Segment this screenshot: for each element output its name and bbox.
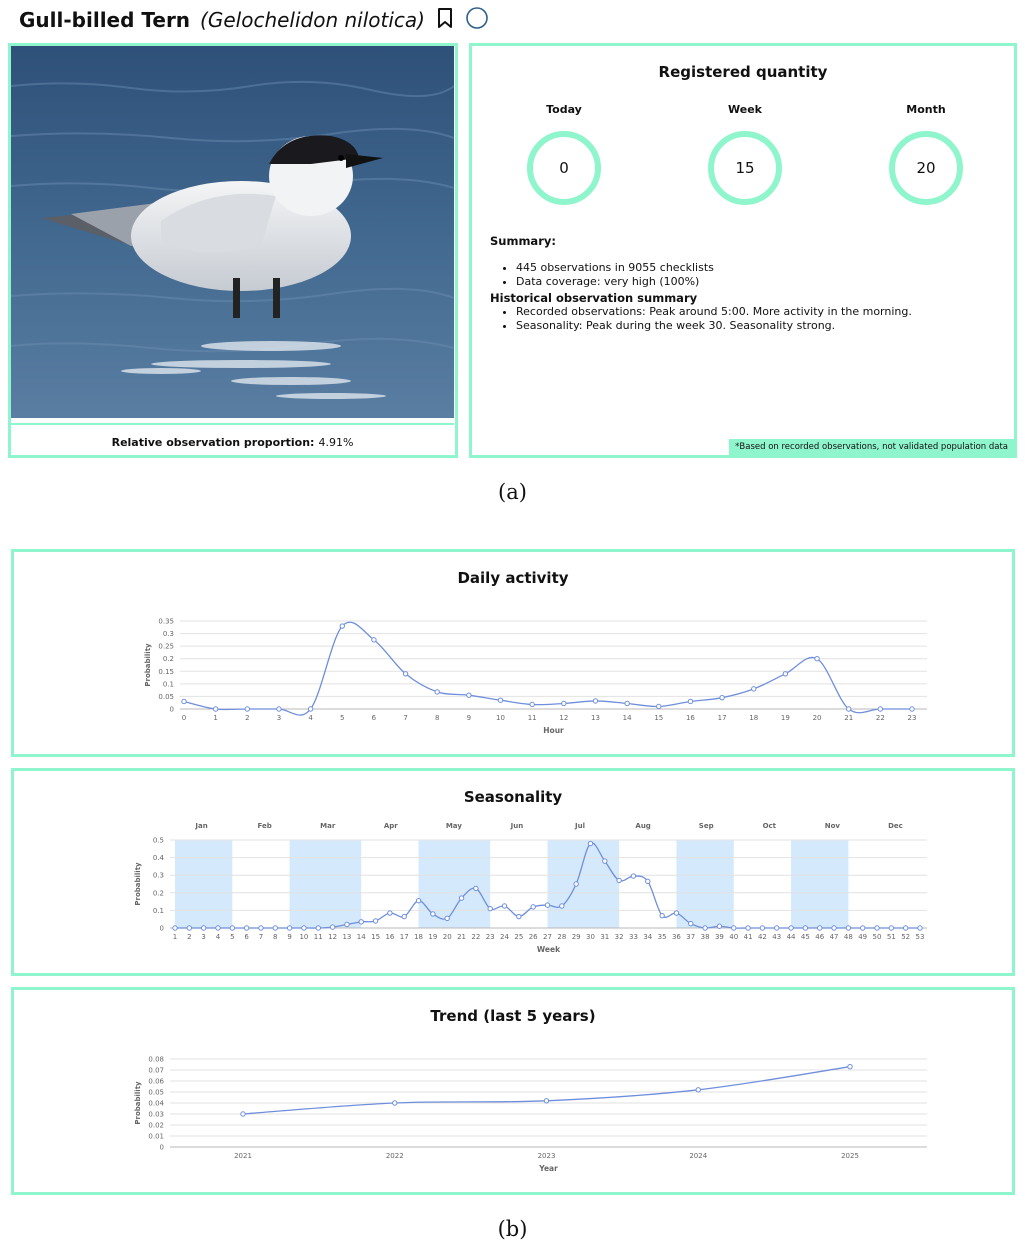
data-point (562, 701, 566, 705)
x-tick-label: 4 (215, 933, 221, 941)
species-header (19, 4, 489, 36)
seasonality-title: Seasonality (463, 788, 563, 806)
common-name: Gull-billed Tern (19, 8, 191, 32)
x-tick-label: 16 (685, 714, 695, 722)
x-tick-label: 51 (886, 933, 896, 941)
trend-chart (14, 990, 1012, 1192)
data-point (502, 904, 506, 908)
x-tick-label: 12 (328, 933, 338, 941)
x-tick-label: 2025 (841, 1152, 859, 1160)
x-tick-label: 8 (273, 933, 278, 941)
x-tick-label: 49 (858, 933, 868, 941)
x-tick-label: 10 (496, 714, 505, 722)
y-tick-label: 0.2 (162, 655, 174, 664)
proportion-value: 4.91% (318, 435, 354, 449)
data-point (646, 879, 650, 883)
x-tick-label: 37 (686, 933, 696, 941)
x-tick-label: 42 (757, 933, 767, 941)
data-point (340, 624, 344, 628)
x-tick-label: 1 (213, 714, 218, 722)
x-tick-label: 48 (843, 933, 853, 941)
series-line (243, 1067, 850, 1114)
x-tick-label: 10 (299, 933, 309, 941)
data-point (173, 926, 177, 930)
proportion-label: Relative observation proportion: (111, 435, 315, 449)
week-label: Week (728, 103, 762, 116)
x-tick-label: 19 (780, 714, 790, 722)
data-point (545, 903, 549, 907)
data-point (625, 701, 629, 705)
month-label: Mar (320, 822, 336, 830)
x-axis-label: Hour (543, 726, 564, 735)
historical-heading: Historical observation summary (490, 291, 698, 305)
bird-photo (11, 46, 454, 418)
series-line (184, 622, 912, 715)
x-tick-label: 15 (654, 714, 664, 722)
data-point (230, 926, 234, 930)
x-tick-label: 25 (514, 933, 524, 941)
data-point (689, 921, 693, 925)
x-tick-label: 2 (245, 714, 250, 722)
data-point (498, 698, 502, 702)
x-tick-label: 13 (591, 714, 600, 722)
x-tick-label: 28 (557, 933, 567, 941)
x-tick-label: 31 (600, 933, 610, 941)
x-tick-label: 40 (729, 933, 739, 941)
x-tick-label: 29 (571, 933, 581, 941)
y-tick-label: 0.15 (158, 667, 174, 676)
x-tick-label: 41 (743, 933, 753, 941)
historical-item: • Recorded observations: Peak around 5:00. More activity in the morning. (516, 305, 1010, 319)
data-point (435, 690, 439, 694)
x-tick-label: 11 (527, 714, 537, 722)
x-tick-label: 19 (428, 933, 438, 941)
x-tick-label: 15 (371, 933, 381, 941)
x-tick-label: 2022 (385, 1152, 404, 1160)
x-axis-label: Year (539, 1164, 558, 1173)
month-ring (889, 131, 963, 205)
x-tick-label: 20 (442, 933, 452, 941)
x-tick-label: 6 (371, 714, 377, 722)
x-tick-label: 5 (340, 714, 345, 722)
y-tick-label: 0.2 (152, 889, 164, 898)
data-point (631, 874, 635, 878)
x-tick-label: 11 (313, 933, 323, 941)
x-tick-label: 23 (907, 714, 917, 722)
y-tick-label: 0.07 (148, 1066, 164, 1075)
x-tick-label: 21 (457, 933, 466, 941)
data-point (846, 926, 850, 930)
data-point (244, 926, 248, 930)
week-value: 15 (735, 159, 755, 177)
today-ring (527, 131, 601, 205)
bookmark-icon[interactable] (437, 8, 453, 32)
seasonality-panel (11, 768, 1015, 976)
x-tick-label: 2023 (537, 1152, 556, 1160)
x-axis-label: Week (536, 945, 561, 954)
y-axis-label: Probability (134, 1081, 142, 1125)
today-label: Today (546, 103, 582, 116)
y-tick-label: 0.25 (158, 642, 174, 651)
x-tick-label: 20 (812, 714, 822, 722)
data-point (918, 926, 922, 930)
data-point (273, 926, 277, 930)
month-label: Month (906, 103, 946, 116)
y-tick-label: 0.3 (152, 871, 164, 880)
month-label: Jul (575, 822, 586, 830)
photo-panel (8, 43, 458, 458)
data-point (277, 707, 281, 711)
week-stat (700, 103, 790, 205)
x-tick-label: 13 (342, 933, 352, 941)
y-tick-label: 0 (159, 1143, 164, 1152)
x-tick-label: 45 (800, 933, 810, 941)
data-point (783, 672, 787, 676)
x-tick-label: 0 (181, 714, 187, 722)
month-stat (881, 103, 971, 205)
x-tick-label: 16 (385, 933, 395, 941)
data-point (287, 926, 291, 930)
x-tick-label: 21 (844, 714, 854, 722)
x-tick-label: 33 (629, 933, 638, 941)
month-label: Apr (383, 822, 398, 830)
caption-a: (a) (498, 480, 527, 504)
data-point (187, 926, 191, 930)
historical-item: • Seasonality: Peak during the week 30. Seasonality strong. (516, 319, 1010, 333)
data-point (259, 926, 263, 930)
data-point (815, 657, 819, 661)
data-point (393, 1101, 397, 1105)
data-point (182, 699, 186, 703)
y-tick-label: 0.35 (158, 617, 174, 626)
daily-activity-chart (14, 552, 1012, 754)
data-point (330, 925, 334, 929)
x-tick-label: 9 (466, 714, 472, 722)
x-tick-label: 9 (287, 933, 292, 941)
month-label: Sep (698, 822, 714, 830)
data-point (732, 926, 736, 930)
today-stat (519, 103, 609, 205)
month-label: Feb (257, 822, 272, 830)
x-tick-label: 43 (772, 933, 782, 941)
data-point (717, 924, 721, 928)
data-point (373, 919, 377, 923)
data-disclaimer: *Based on recorded observations, not validated population data (729, 439, 1014, 455)
y-tick-label: 0.05 (148, 1088, 164, 1097)
month-label: Dec (888, 822, 903, 830)
x-tick-label: 46 (815, 933, 825, 941)
trend-title: Trend (last 5 years) (430, 1007, 596, 1025)
data-point (372, 638, 376, 642)
data-point (201, 926, 205, 930)
historical-list (490, 305, 1010, 333)
data-point (903, 926, 907, 930)
data-point (832, 926, 836, 930)
y-tick-label: 0.3 (162, 630, 174, 639)
y-tick-label: 0.01 (148, 1132, 164, 1141)
month-label: Nov (824, 822, 840, 830)
daily-activity-title: Daily activity (457, 569, 569, 587)
x-tick-label: 3 (276, 714, 282, 722)
week-ring (708, 131, 782, 205)
data-point (875, 926, 879, 930)
x-tick-label: 22 (471, 933, 481, 941)
summary-heading: Summary: (490, 234, 556, 248)
data-point (488, 906, 492, 910)
data-point (703, 926, 707, 930)
data-point (467, 693, 471, 697)
data-point (530, 702, 534, 706)
x-tick-label: 8 (434, 714, 440, 722)
y-tick-label: 0.1 (162, 680, 174, 689)
x-tick-label: 50 (872, 933, 882, 941)
data-point (359, 920, 363, 924)
trend-panel (11, 987, 1015, 1195)
data-point (574, 882, 578, 886)
data-point (775, 926, 779, 930)
caption-b: (b) (497, 1217, 528, 1241)
data-point (603, 859, 607, 863)
x-tick-label: 23 (485, 933, 495, 941)
month-label: May (445, 822, 462, 830)
y-tick-label: 0.4 (152, 854, 164, 863)
data-point (474, 886, 478, 890)
data-point (860, 926, 864, 930)
summary-item: • Data coverage: very high (100%) (516, 275, 1010, 289)
y-axis-label: Probability (144, 643, 152, 687)
x-tick-label: 12 (559, 714, 569, 722)
y-tick-label: 0 (169, 705, 174, 714)
x-tick-label: 47 (829, 933, 839, 941)
seasonality-chart (14, 771, 1012, 973)
data-point (388, 911, 392, 915)
y-tick-label: 0.05 (158, 692, 174, 701)
data-point (617, 878, 621, 882)
data-point (216, 926, 220, 930)
data-point (752, 687, 756, 691)
data-point (720, 695, 724, 699)
month-label: Aug (635, 822, 651, 830)
data-point (345, 922, 349, 926)
x-tick-label: 14 (622, 714, 632, 722)
x-tick-label: 39 (714, 933, 724, 941)
data-point (531, 905, 535, 909)
today-value: 0 (559, 159, 569, 177)
data-point (560, 904, 564, 908)
x-tick-label: 35 (657, 933, 667, 941)
month-label: Jan (195, 822, 208, 830)
data-point (848, 1065, 852, 1069)
data-point (213, 707, 217, 711)
data-point (818, 926, 822, 930)
x-tick-label: 17 (399, 933, 409, 941)
data-point (746, 926, 750, 930)
data-point (459, 896, 463, 900)
data-point (803, 926, 807, 930)
y-tick-label: 0.1 (152, 906, 164, 915)
data-point (431, 912, 435, 916)
x-tick-label: 34 (643, 933, 653, 941)
x-tick-label: 7 (403, 714, 408, 722)
y-tick-label: 0.5 (152, 836, 164, 845)
registered-quantity-panel (469, 43, 1017, 458)
x-tick-label: 1 (172, 933, 178, 941)
season-band (548, 840, 620, 928)
data-point (416, 899, 420, 903)
summary-list (490, 261, 1010, 289)
relative-observation-proportion (11, 423, 454, 459)
data-point (403, 672, 407, 676)
y-axis-label: Probability (134, 862, 142, 906)
month-value: 20 (916, 159, 936, 177)
data-point (789, 926, 793, 930)
x-tick-label: 32 (614, 933, 624, 941)
x-tick-label: 3 (201, 933, 206, 941)
x-tick-label: 2021 (234, 1152, 252, 1160)
data-point (760, 926, 764, 930)
y-tick-label: 0.08 (148, 1055, 164, 1064)
x-tick-label: 5 (230, 933, 235, 941)
x-tick-label: 26 (528, 933, 538, 941)
x-tick-label: 36 (671, 933, 681, 941)
x-tick-label: 44 (786, 933, 796, 941)
data-point (593, 699, 597, 703)
x-tick-label: 6 (244, 933, 249, 941)
y-tick-label: 0.06 (148, 1077, 164, 1086)
data-point (245, 707, 249, 711)
data-point (846, 707, 850, 711)
data-point (660, 913, 664, 917)
season-band (419, 840, 491, 928)
summary-item: • 445 observations in 9055 checklists (516, 261, 1010, 275)
x-tick-label: 2 (187, 933, 192, 941)
x-tick-label: 38 (700, 933, 710, 941)
scientific-name: (Gelochelidon nilotica) (200, 8, 425, 32)
summary-section (490, 234, 1010, 333)
x-tick-label: 53 (915, 933, 925, 941)
x-tick-label: 22 (875, 714, 885, 722)
season-band (175, 840, 232, 928)
data-point (402, 914, 406, 918)
x-tick-label: 4 (308, 714, 313, 722)
data-point (445, 916, 449, 920)
x-tick-label: 7 (258, 933, 264, 941)
y-tick-label: 0.03 (148, 1110, 164, 1119)
x-tick-label: 30 (586, 933, 595, 941)
data-point (910, 707, 914, 711)
x-tick-label: 2024 (689, 1152, 708, 1160)
x-tick-label: 24 (500, 933, 509, 941)
data-point (544, 1099, 548, 1103)
y-tick-label: 0 (159, 924, 164, 933)
season-band (290, 840, 362, 928)
x-tick-label: 52 (901, 933, 911, 941)
x-tick-label: 18 (414, 933, 424, 941)
data-point (889, 926, 893, 930)
circle-icon[interactable] (465, 6, 489, 34)
y-tick-label: 0.02 (148, 1121, 164, 1130)
month-label: Oct (762, 822, 777, 830)
data-point (657, 704, 661, 708)
data-point (674, 911, 678, 915)
data-point (588, 841, 592, 845)
season-band (676, 840, 733, 928)
daily-activity-panel (11, 549, 1015, 757)
data-point (517, 914, 521, 918)
x-tick-label: 17 (717, 714, 727, 722)
data-point (878, 707, 882, 711)
month-label: Jun (510, 822, 524, 830)
registered-quantity-title: Registered quantity (658, 63, 828, 81)
data-point (688, 699, 692, 703)
data-point (302, 926, 306, 930)
x-tick-label: 14 (356, 933, 366, 941)
x-tick-label: 27 (543, 933, 552, 941)
data-point (316, 926, 320, 930)
x-tick-label: 18 (749, 714, 759, 722)
data-point (241, 1112, 245, 1116)
season-band (791, 840, 848, 928)
data-point (308, 707, 312, 711)
y-tick-label: 0.04 (148, 1099, 164, 1108)
data-point (696, 1088, 700, 1092)
